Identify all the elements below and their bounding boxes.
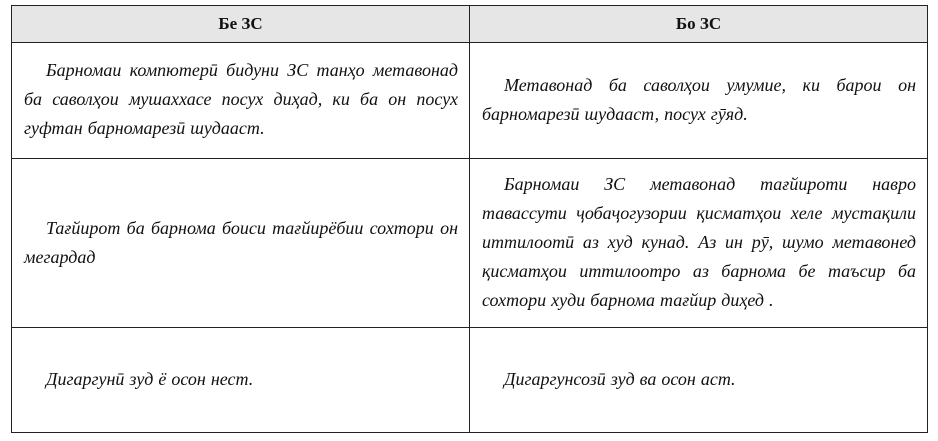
table-cell xyxy=(470,158,928,327)
cell-text: Барномаи ЗС метавонад тағйироти навро тавассути ҷобаҷогузории қисматҳои хеле мустақили иттилоотӣ аз худ кунад. Аз ин рӯ, шумо метавонед қисматҳои иттилоотро аз барнома бе таъсир ба сохтори худи барнома тағйир диҳед . xyxy=(482,174,916,311)
table-row xyxy=(12,158,928,327)
table-cell xyxy=(470,43,928,159)
header-with-ai: Бо ЗС xyxy=(470,6,928,43)
table-row xyxy=(12,328,928,433)
cell-text: Метавонад ба саволҳои умумие, ки барои он барномарезӣ шудааст, посух гӯяд. xyxy=(482,74,916,124)
table-cell xyxy=(470,328,928,433)
cell-text: Барномаи компютерӣ бидуни ЗС танҳо метавонад ба саволҳои мушаххасе посух диҳад, ки ба он посух гуфтан барномарезӣ шудааст. xyxy=(24,60,458,139)
table-cell xyxy=(12,43,470,159)
cell-text: Дигаргунсозӣ зуд ва осон аст. xyxy=(504,369,736,390)
table-cell xyxy=(12,158,470,327)
cell-text: Тағйирот ба барнома боиси тағйирёбии сохтори он мегардад xyxy=(24,217,458,267)
comparison-table xyxy=(11,5,928,433)
table-header-row xyxy=(12,6,928,43)
header-without-ai: Бе ЗС xyxy=(12,6,470,43)
table-row xyxy=(12,43,928,159)
cell-text: Дигаргунӣ зуд ё осон нест. xyxy=(46,369,254,390)
table-cell xyxy=(12,328,470,433)
